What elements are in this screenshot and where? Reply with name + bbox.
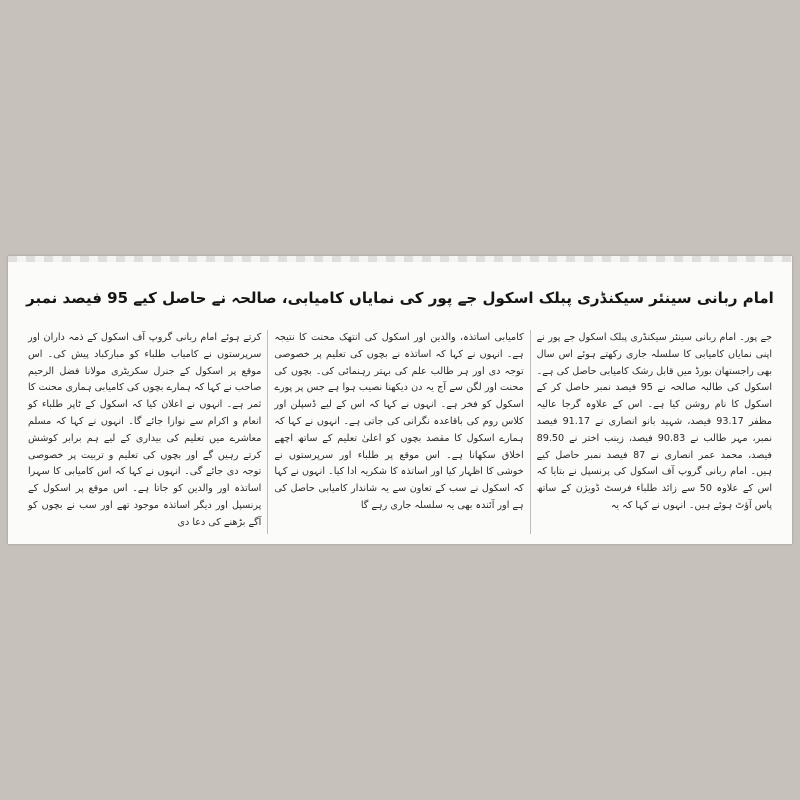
headline: امام ربانی سینئر سیکنڈری پبلک اسکول جے پور کی نمایاں کامیابی، صالحہ نے حاصل کیے 95 فیصد نمبر [26,289,774,307]
article-column-2: کامیابی اساتذہ، والدین اور اسکول کی انتھک محنت کا نتیجہ ہے۔ انہوں نے کہا کہ اساتذہ نے بچوں کی تعلیم پر خصوصی توجہ دی اور ہر طالب علم کی بہتر رہنمائی کی۔ بچوں کی محنت اور لگن سے آج یہ دن دیکھنا نصیب ہوا ہے جس پر پورے اسکول کو فخر ہے۔ انہوں نے کہا کہ اس کے لیے ڈسپلن اور کلاس روم کی باقاعدہ نگرانی کی جاتی ہے۔ انہوں نے کہا کہ ہمارے اسکول کا مقصد بچوں کو اعلیٰ تعلیم کے ساتھ اچھے اخلاق سکھانا ہے۔ اس موقع پر طلباء اور سرپرستوں نے خوشی کا اظہار کیا اور اساتذہ کا شکریہ ادا کیا۔ انہوں نے کہا کہ اسکول نے سب کے تعاون سے یہ شاندار کامیابی حاصل کی ہے اور آئندہ بھی یہ سلسلہ جاری رہے گا [274,332,524,511]
article-columns [22,330,778,534]
torn-edge [8,256,792,262]
article-column-3: کرتے ہوئے امام ربانی گروپ آف اسکول کے ذمہ داران اور سرپرستوں نے کامیاب طلباء کو مبارکباد پیش کی۔ اس موقع پر اسکول کے جنرل سکریٹری مولانا فضل الرحیم صاحب نے کہا کہ ہمارے بچوں کی کامیابی ہماری محنت کا ثمر ہے۔ انہوں نے اعلان کیا کہ اسکول کے ٹاپر طلباء کو انعام و اکرام سے نوازا جائے گا۔ انہوں نے کہا کہ مسلم معاشرے میں تعلیم کی بیداری کے لیے ہم برابر کوشش کرتے رہیں گے اور بچوں کی تعلیم و تربیت پر خصوصی توجہ دی جائے گی۔ انہوں نے کہا کہ اس کامیابی کا سہرا اساتذہ اور والدین کو جاتا ہے۔ اس موقع پر اسکول کے پرنسپل اور دیگر اساتذہ موجود تھے اور سب نے بچوں کو آگے بڑھنے کی دعا دی [27,332,262,528]
newspaper-clipping [8,256,792,544]
article-column-1: جے پور۔ امام ربانی سینئر سیکنڈری پبلک اسکول جے پور نے اپنی نمایاں کامیابی کا سلسلہ جاری رکھتے ہوئے اس سال بھی راجستھان بورڈ میں قابل رشک کامیابی حاصل کی ہے۔ اسکول کی طالبہ صالحہ نے 95 فیصد نمبر حاصل کر کے اسکول کا نام روشن کیا ہے۔ اس کے علاوہ گرجا عالیہ مظفر 93.17 فیصد، شہید بانو انصاری نے 91.17 فیصد نمبر، مہر طالب نے 90.83 فیصد، زینب اختر نے 89.50 فیصد، محمد عمر انصاری نے 87 فیصد نمبر حاصل کیے ہیں۔ امام ربانی گروپ آف اسکول کی پرنسپل نے بتایا کہ اس کے علاوہ 50 سے زائد طلباء فرسٹ ڈویژن کے ساتھ پاس آؤٹ ہوئے ہیں۔ انہوں نے کہا کہ یہ [536,332,772,511]
